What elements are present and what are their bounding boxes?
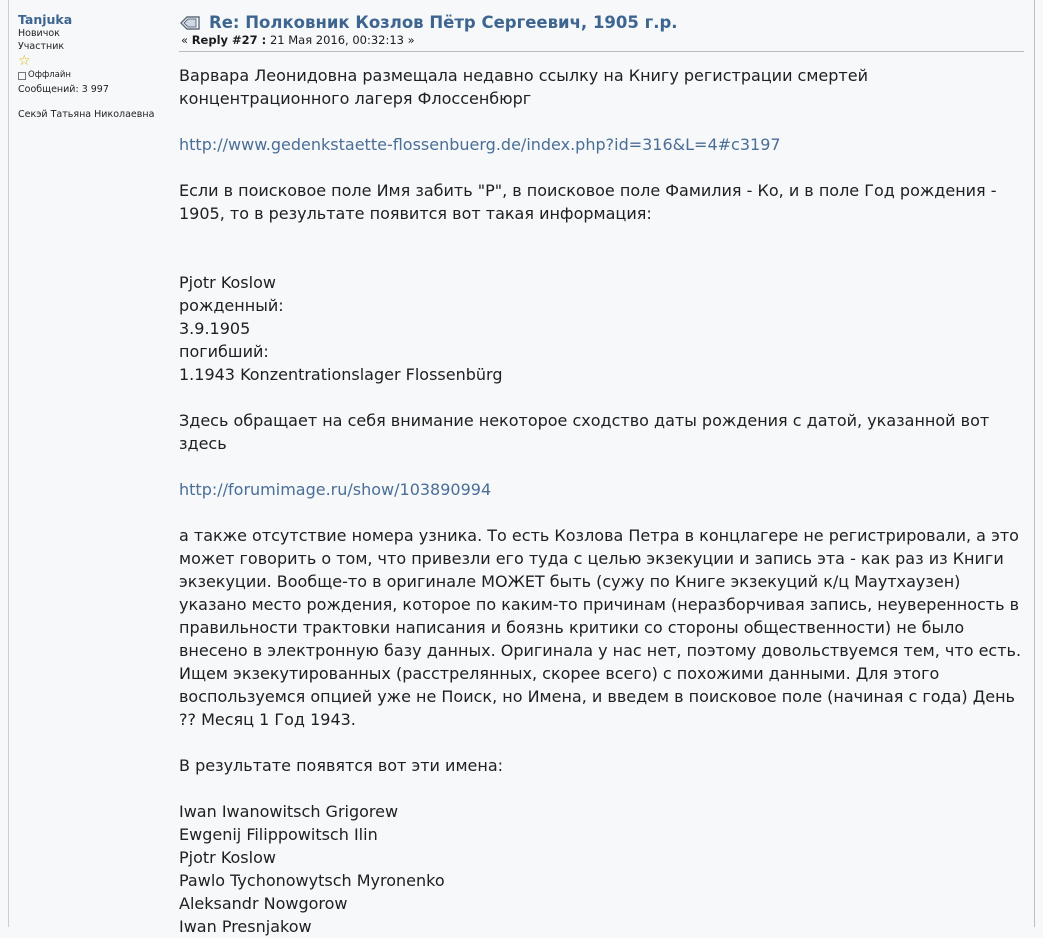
name-list-item: Ewgenij Filippowitsch Ilin	[179, 825, 378, 844]
image-link[interactable]: http://forumimage.ru/show/103890994	[179, 480, 492, 499]
paragraph: Если в поисковое поле Имя забить "Р", в поисковое поле Фамилия - Ко, и в поле Год рождения - 1905, то в результате появится вот такая информация:	[179, 181, 997, 223]
paragraph: В результате появятся вот эти имена:	[179, 756, 504, 775]
record-line: рожденный:	[179, 296, 284, 315]
name-list-item: Aleksandr Nowgorow	[179, 894, 348, 913]
status-box-icon	[18, 72, 26, 80]
meta-suffix: »	[407, 33, 415, 47]
meta-prefix: «	[181, 33, 189, 47]
header-divider	[179, 51, 1024, 52]
post-meta	[181, 33, 1024, 47]
paragraph: Здесь обращает на себя внимание некоторое сходство даты рождения с датой, указанной вот здесь	[179, 411, 990, 453]
topic-icon	[179, 14, 203, 32]
post-count: Сообщений: 3 997	[18, 84, 109, 95]
name-list-item: Pawlo Tychonowytsch Myronenko	[179, 871, 445, 890]
right-border	[1034, 0, 1035, 927]
poster-signature: Секэй Татьяна Николаевна	[18, 109, 155, 120]
post-body	[179, 64, 1029, 938]
star-icon: ☆	[18, 53, 31, 69]
name-list-item: Iwan Iwanowitsch Grigorew	[179, 802, 399, 821]
poster-name[interactable]: Tanjuka	[18, 12, 73, 27]
poster-rank: Новичок	[18, 28, 60, 39]
status-label: Оффлайн	[28, 70, 71, 80]
poster-role: Участник	[18, 41, 65, 52]
record-line: 3.9.1905	[179, 319, 251, 338]
paragraph: а также отсутствие номера узника. То есть Козлова Петра в концлагере не регистрировали, а это может говорить о том, что привезли его туда с целью экзекуции и запись эта - как раз из Книги экзекуции. Вообще-то в оригинале МОЖЕТ быть (сужу по Книге экзекуций к/ц Маутхаузен) указано место рождения, которое по каким-то причинам (неразборчивая запись, неуверенность в правильности трактовки написания и боязнь критики со стороны общественности) не было внесено в электронную базу данных. Оригинала у нас нет, поэтому довольствуемся тем, что есть. Ищем экзекутированных (расстрелянных, скорее всего) с похожими данными. Для этого воспользуемся опцией уже не Поиск, но Имена, и введем в поисковое поле (начиная с года) День ?? Месяц 1 Год 1943.	[179, 526, 1022, 729]
paragraph: Варвара Леонидовна размещала недавно ссылку на Книгу регистрации смертей концентрационного лагеря Флоссенбюрг	[179, 66, 868, 108]
poster-info	[18, 13, 168, 121]
reply-number[interactable]: Reply #27 :	[191, 33, 267, 47]
name-list-item: Iwan Presnjakow	[179, 917, 312, 936]
online-status	[18, 69, 168, 82]
post-header	[179, 13, 1024, 47]
name-list-item: Pjotr Koslow	[179, 848, 276, 867]
record-line: Pjotr Koslow	[179, 273, 276, 292]
external-link[interactable]: http://www.gedenkstaette-flossenbuerg.de/index.php?id=316&L=4#c3197	[179, 135, 781, 154]
record-line: 1.1943 Konzentrationslager Flossenbürg	[179, 365, 503, 384]
post-date: 21 Мая 2016, 00:32:13	[269, 33, 404, 47]
post-title[interactable]: Re: Полковник Козлов Пётр Сергеевич, 1905 г.р.	[209, 13, 678, 32]
left-border	[8, 0, 9, 927]
record-line: погибший:	[179, 342, 269, 361]
